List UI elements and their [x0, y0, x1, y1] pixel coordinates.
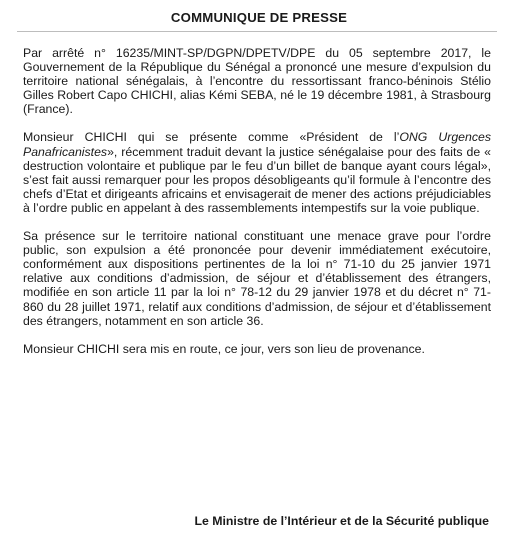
paragraph-departure: Monsieur CHICHI sera mis en route, ce jour, vers son lieu de provenance. [23, 341, 425, 356]
organization-name: ONG Urgences Panafricanistes [23, 130, 491, 159]
paragraph-legal-basis: Sa présence sur le territoire national constituant une menace grave pour l’ordre public, son expulsion a été prononcée pour devenir immédiatement exécutoire, conformément aux dispositions pertinentes de la loi n° 71-10 du 25 janvier 1971 relative aux conditions d’admission, de séjour et d’établissement des étrangers, modifiée en son article 11 par la loi n° 78-12 du 29 janvier 1978 et du décret n° 71-860 du 28 juillet 1971, relatif aux conditions d’admission, de séjour et d’établissement des étrangers, notamment en son article 36. [23, 229, 491, 328]
background-text-start: Monsieur CHICHI qui se présente comme «Président de l’ [23, 130, 400, 145]
background-text-end: », récemment traduit devant la justice sénégalaise pour des faits de « destruction volontaire et publique par le feu d’un billet de banque ayant cours légal», s’est fait aussi remarquer pour les propos désobligeants qu’il formule à l’encontre des chefs d’Etat et dirigeants africains et envisagerait de mener des actions préjudiciables à l’ordre public en appelant à des rassemblements intempestifs sur la voie publique. [23, 144, 491, 215]
document-title: COMMUNIQUE DE PRESSE [170, 10, 348, 25]
title-divider [17, 31, 497, 32]
paragraph-expulsion-order: Par arrêté n° 16235/MINT-SP/DGPN/DPETV/DPE du 05 septembre 2017, le Gouvernement de la République du Sénégal a prononcé une mesure d’expulsion du territoire national sénégalais, à l’encontre du ressortissant franco-béninois Stélio Gilles Robert Capo CHICHI, alias Kémi SEBA, né le 19 décembre 1981, à Strasbourg (France). [23, 46, 491, 117]
paragraph-background [23, 130, 491, 215]
signature-line: Le Ministre de l’Intérieur et de la Sécurité publique [194, 514, 489, 528]
